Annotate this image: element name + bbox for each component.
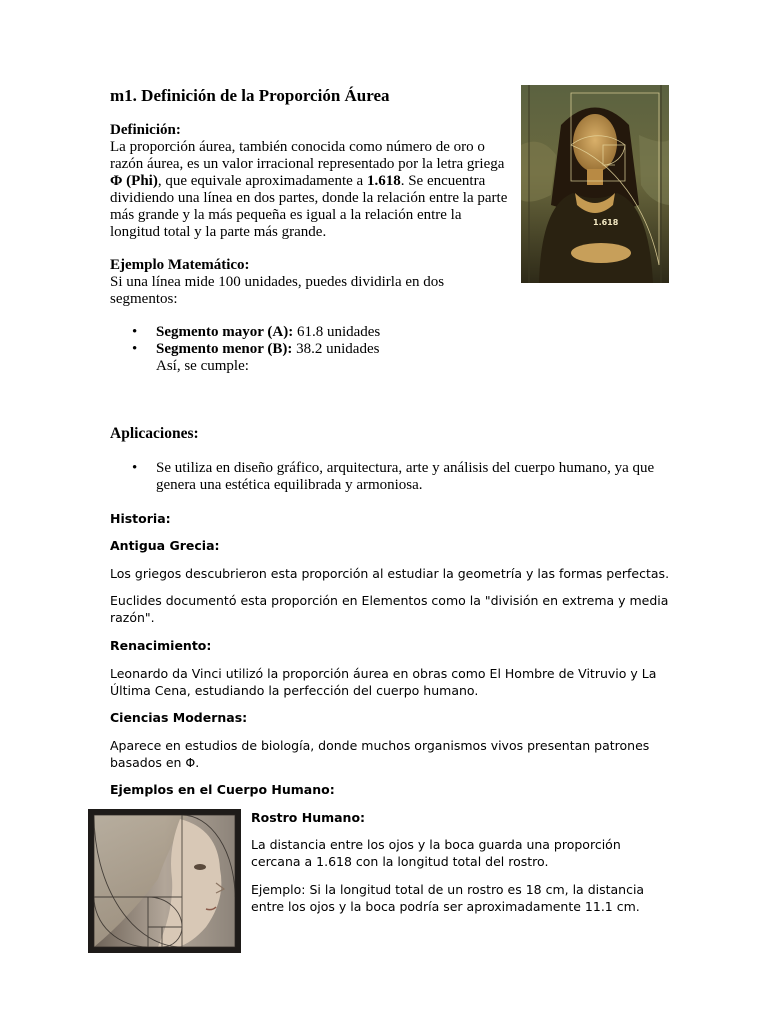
list-item bbox=[110, 460, 655, 494]
definition-text-3: . Se encuentra dividiendo una línea en dos partes, donde la relación entre la parte más grande y la más pequeña es igual a la relación entre la longitud total y la parte más grande. bbox=[110, 173, 508, 240]
segment-value: 38.2 unidades bbox=[292, 341, 380, 357]
applications-list bbox=[110, 460, 655, 494]
phi-label: Φ (Phi) bbox=[110, 173, 158, 189]
modern-science-heading: Ciencias Modernas: bbox=[110, 710, 248, 725]
segment-label: Segmento menor (B): bbox=[156, 341, 293, 357]
math-conclusion: Así, se cumple: bbox=[156, 358, 249, 374]
applications-heading: Aplicaciones: bbox=[110, 425, 199, 442]
greece-paragraph-2: Euclides documentó esta proporción en Elementos como la "división en extrema y media razón". bbox=[110, 593, 669, 625]
face-golden-spiral-image bbox=[88, 809, 241, 953]
bullet-icon: • bbox=[132, 341, 138, 357]
bullet-icon: • bbox=[132, 460, 138, 476]
list-item bbox=[110, 341, 530, 358]
face-paragraph-1: La distancia entre los ojos y la boca guarda una proporción cercana a 1.618 con la longitud total del rostro. bbox=[251, 837, 621, 869]
renaissance-heading: Renacimiento: bbox=[110, 638, 212, 653]
segment-list bbox=[110, 324, 530, 358]
segment-value: 61.8 unidades bbox=[293, 324, 381, 340]
golden-value: 1.618 bbox=[366, 173, 401, 189]
modern-science-paragraph: Aparece en estudios de biología, donde muchos organismos vivos presentan patrones basados en Φ. bbox=[110, 738, 650, 770]
history-heading: Historia: bbox=[110, 511, 171, 526]
segment-label: Segmento mayor (A): bbox=[156, 324, 294, 340]
definition-text-2: , que equivale aproximadamente a bbox=[157, 173, 367, 189]
page-title: m1. Definición de la Proporción Áurea bbox=[110, 86, 390, 105]
math-example-text: Si una línea mide 100 unidades, puedes dividirla en dos segmentos: bbox=[110, 274, 445, 307]
math-example-heading: Ejemplo Matemático: bbox=[110, 257, 250, 273]
bullet-icon: • bbox=[132, 324, 138, 340]
body-examples-heading: Ejemplos en el Cuerpo Humano: bbox=[110, 782, 335, 797]
greece-paragraph-1: Los griegos descubrieron esta proporción al estudiar la geometría y las formas perfectas. bbox=[110, 566, 670, 581]
definition-heading: Definición: bbox=[110, 122, 181, 138]
renaissance-paragraph: Leonardo da Vinci utilizó la proporción áurea en obras como El Hombre de Vitruvio y La Última Cena, estudiando la perfección del cuerpo humano. bbox=[110, 666, 657, 698]
face-paragraph-2: Ejemplo: Si la longitud total de un rostro es 18 cm, la distancia entre los ojos y la boca podría ser aproximadamente 11.1 cm. bbox=[251, 882, 645, 914]
definition-text-1: La proporción áurea, también conocida como número de oro o razón áurea, es un valor irracional representado por la letra griega bbox=[110, 139, 505, 172]
list-item bbox=[110, 324, 530, 341]
application-text: Se utiliza en diseño gráfico, arquitectura, arte y análisis del cuerpo humano, ya que genera una estética equilibrada y armoniosa. bbox=[156, 460, 655, 493]
mona-lisa-golden-spiral-image bbox=[521, 85, 669, 283]
face-heading: Rostro Humano: bbox=[251, 810, 366, 825]
mona-lisa-ratio-label: 1.618 bbox=[593, 218, 619, 227]
greece-heading: Antigua Grecia: bbox=[110, 538, 220, 553]
definition-paragraph bbox=[110, 139, 510, 241]
